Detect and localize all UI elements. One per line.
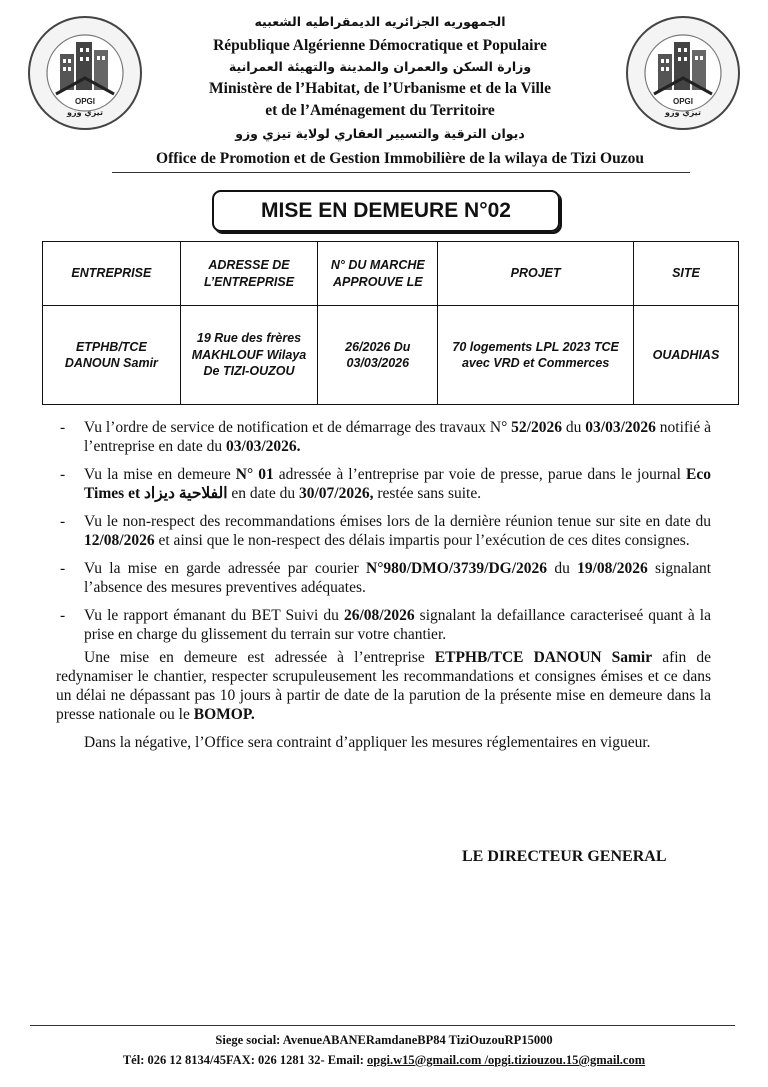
- office-arabic: ديوان الترقية والتسيير العقاري لولاية تيزي وزو: [235, 126, 525, 141]
- ministry-arabic: وزارة السكن والعمران والمدينة والتهيئة العمرانية: [228, 59, 532, 74]
- bullet-dash: -: [60, 466, 66, 483]
- document-title-text: MISE EN DEMEURE N°02: [261, 199, 511, 222]
- contract-info-table: [42, 241, 739, 405]
- table-row: [43, 306, 739, 405]
- list-item: - Vu le rapport émanant du BET Suivi du 26/08/2026 signalant la defaillance caracteriseé quant à la prise en charge du glissement du terrain sur votre chantier.: [60, 607, 711, 643]
- list-item: - Vu la mise en garde adressée par courier N°980/DMO/3739/DG/2026 du 19/08/2026 signalant l’absence des mesures preventives adéquates.: [60, 560, 712, 596]
- list-item: - Vu le non-respect des recommandations émises lors de la dernière réunion tenue sur site en date du 12/08/2026 et ainsi que le non-respect des délais impartis pour l’exécution de ces dites consignes.: [60, 513, 711, 549]
- logo-city: تيزي وزو: [665, 108, 701, 117]
- opgi-buildings-logo-icon: [26, 14, 144, 132]
- document-body: [56, 418, 711, 761]
- header-marche: N° DU MARCHE APPROUVE LE: [318, 242, 438, 306]
- opgi-buildings-logo-icon: [624, 14, 742, 132]
- header-divider: [112, 172, 690, 173]
- opgi-logo-right: [624, 14, 742, 132]
- header-site: SITE: [633, 242, 738, 306]
- footer-contact: [20, 1053, 748, 1068]
- footer-phone-fax: Tél: 026 12 8134/45FAX: 026 1281 32- Email:: [122, 1053, 368, 1067]
- list-item: - Vu la mise en demeure N° 01 adressée à l’entreprise par voie de presse, parue dans le journal Eco Times et الفلاحية ديزاد en date du 30/07/2026, restée sans suite.: [60, 466, 711, 502]
- bullet-dash: -: [60, 419, 66, 436]
- signature-title: LE DIRECTEUR GENERAL: [462, 848, 667, 865]
- document-title: [212, 190, 560, 232]
- cell-entreprise: ETPHB/TCE DANOUN Samir: [43, 306, 181, 405]
- header-adresse: ADRESSE DE L’ENTREPRISE: [180, 242, 318, 306]
- cell-adresse: 19 Rue des frères MAKHLOUF Wilaya De TIZI-OUZOU: [180, 306, 318, 405]
- notice-paragraph: Une mise en demeure est adressée à l’entreprise ETPHB/TCE DANOUN Samir afin de redynamiser le chantier, respecter scrupuleusement les recommandations et consignes émises et ce dans un délai ne dépassant pas 10 jours à partir de date de la parution de la présente mise en demeure dans la presse nationale ou le BOMOP.: [56, 649, 711, 723]
- logo-initials: OPGI: [672, 97, 694, 106]
- list-item: - Vu l’ordre de service de notification et de démarrage des travaux N° 52/2026 du 03/03/2026 notifié à l’entreprise en date du 03/03/2026.: [60, 419, 712, 455]
- table-header-row: [43, 242, 739, 306]
- logo-city: تيزي وزو: [67, 108, 103, 117]
- logo-initials: OPGI: [74, 97, 96, 106]
- ministry-french-line1: Ministère de l’Habitat, de l’Urbanisme et de la Ville: [209, 80, 551, 97]
- republic-arabic: الجمهوريه الجزائريه الديمقراطيه الشعبيه: [254, 14, 506, 29]
- bullet-dash: -: [60, 560, 66, 577]
- footer-address: Siege social: AvenueABANERamdaneBP84 TiziOuzouRP15000: [215, 1033, 553, 1047]
- footer-divider: [30, 1025, 735, 1026]
- footer-email-link[interactable]: opgi.w15@gmail.com /opgi.tiziouzou.15@gmail.com: [367, 1053, 646, 1067]
- republic-french: République Algérienne Démocratique et Populaire: [213, 37, 547, 54]
- bullet-dash: -: [60, 607, 66, 624]
- closing-paragraph: Dans la négative, l’Office sera contraint d’appliquer les mesures réglementaires en vigueur.: [84, 734, 651, 751]
- header-entreprise: ENTREPRISE: [43, 242, 181, 306]
- ministry-french-line2: et de l’Aménagement du Territoire: [265, 102, 495, 119]
- header-projet: PROJET: [438, 242, 634, 306]
- opgi-logo-left: [26, 14, 144, 132]
- office-french: Office de Promotion et de Gestion Immobilière de la wilaya de Tizi Ouzou: [156, 150, 644, 167]
- bullet-dash: -: [60, 513, 66, 530]
- cell-site: OUADHIAS: [633, 306, 738, 405]
- cell-marche: 26/2026 Du 03/03/2026: [318, 306, 438, 405]
- cell-projet: 70 logements LPL 2023 TCE avec VRD et Commerces: [438, 306, 634, 405]
